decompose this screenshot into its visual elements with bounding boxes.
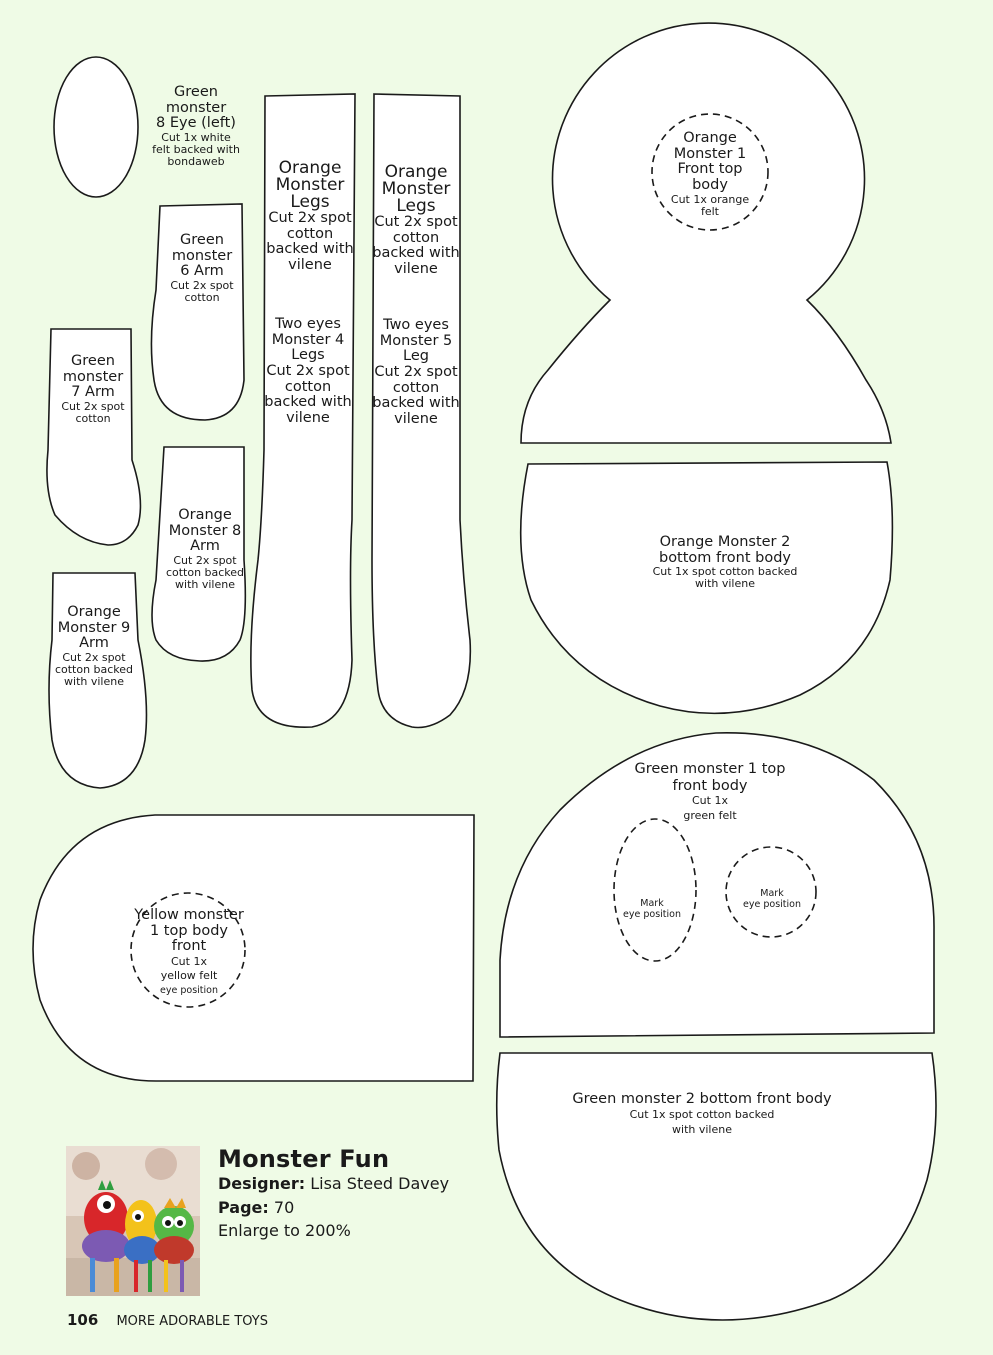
green-arm-7-label: Green monster 7 Arm Cut 2x spot cotton bbox=[61, 353, 125, 426]
monster-toys-illustration bbox=[66, 1146, 200, 1296]
leg-left-label-two-eyes: Two eyes Monster 4 Legs Cut 2x spot cotton backed with vilene bbox=[264, 316, 352, 426]
book-title: MORE ADORABLE TOYS bbox=[116, 1314, 268, 1329]
green-eye-mark-left-label: Mark eye position bbox=[623, 898, 681, 920]
leg-right-label-two-eyes: Two eyes Monster 5 Leg Cut 2x spot cotton backed with vilene bbox=[372, 317, 460, 427]
green-top-body-label: Green monster 1 top front body Cut 1x green felt bbox=[634, 761, 786, 822]
green-eye-mark-right-label: Mark eye position bbox=[743, 888, 801, 910]
page-label: Page: bbox=[218, 1197, 269, 1217]
pattern-info bbox=[218, 1146, 449, 1242]
orange-top-body-piece bbox=[521, 23, 891, 443]
pattern-title: Monster Fun bbox=[218, 1145, 390, 1173]
green-arm-6-label: Green monster 6 Arm Cut 2x spot cotton bbox=[170, 232, 234, 305]
page-row bbox=[218, 1196, 449, 1219]
green-eye-label: Green monster 8 Eye (left) Cut 1x white felt backed with bondaweb bbox=[152, 84, 240, 169]
designer-name: Lisa Steed Davey bbox=[310, 1174, 450, 1194]
leg-right-label-orange: Orange Monster Legs Cut 2x spot cotton backed with vilene bbox=[372, 162, 460, 277]
yellow-top-body-label: Yellow monster 1 top body front Cut 1x yellow felt eye position bbox=[134, 907, 244, 996]
page-value: 70 bbox=[273, 1197, 295, 1217]
page-number: 106 bbox=[67, 1311, 99, 1329]
green-bottom-body-label: Green monster 2 bottom front body Cut 1x spot cotton backed with vilene bbox=[572, 1091, 832, 1137]
orange-top-body-label: Orange Monster 1 Front top body Cut 1x orange felt bbox=[670, 130, 750, 218]
orange-arm-9-label: Orange Monster 9 Arm Cut 2x spot cotton backed with vilene bbox=[54, 604, 134, 689]
designer-row bbox=[218, 1172, 449, 1195]
orange-arm-8-label: Orange Monster 8 Arm Cut 2x spot cotton backed with vilene bbox=[165, 507, 245, 592]
page-footer bbox=[67, 1311, 268, 1329]
green-eye-piece bbox=[54, 57, 138, 197]
yellow-top-body-piece bbox=[33, 815, 474, 1081]
orange-bottom-body-label: Orange Monster 2 bottom front body Cut 1x spot cotton backed with vilene bbox=[652, 534, 798, 591]
designer-label: Designer: bbox=[218, 1174, 306, 1194]
monster-toys-photo bbox=[66, 1146, 200, 1296]
enlarge-note: Enlarge to 200% bbox=[218, 1220, 351, 1240]
leg-left-label-orange: Orange Monster Legs Cut 2x spot cotton backed with vilene bbox=[266, 158, 354, 273]
